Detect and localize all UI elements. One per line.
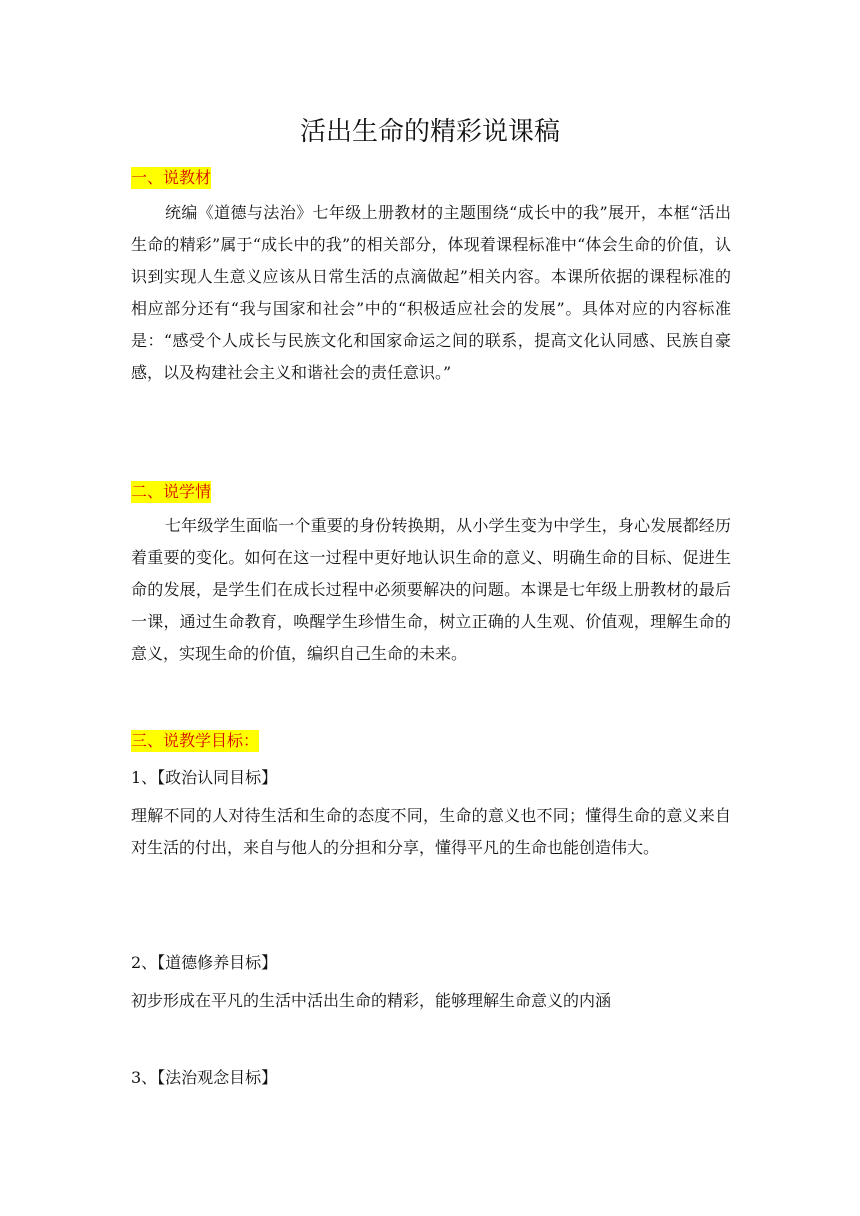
highlighted-heading-text: 三、说教学目标：	[131, 731, 260, 750]
goal-label-political: 1、【政治认同目标】	[131, 768, 278, 787]
goal-label-law: 3、【法治观念目标】	[131, 1068, 278, 1087]
goal-text-moral: 初步形成在平凡的生活中活出生命的精彩，能够理解生命意义的内涵	[131, 991, 612, 1010]
section-heading-textbook	[131, 165, 211, 191]
section-paragraph-students: 七年级学生面临一个重要的身份转换期，从小学生变为中学生，身心发展都经历着重要的变化。如何在这一过程中更好地认识生命的意义、明确生命的目标、促进生命的发展，是学生们在成长过程中必须要解决的问题。本课是七年级上册教材的最后一课，通过生命教育，唤醒学生珍惜生命，树立正确的人生观、价值观，理解生命的意义，实现生命的价值，编织自己生命的未来。	[131, 516, 731, 663]
document-title: 活出生命的精彩说课稿	[299, 117, 560, 147]
highlighted-heading-text: 一、说教材	[131, 168, 212, 187]
section-paragraph-textbook: 统编《道德与法治》七年级上册教材的主题围绕“成长中的我”展开，本框“活出生命的精彩”属于“成长中的我”的相关部分，体现着课程标准中“体会生命的价值，认识到实现人生意义应该从日常生活的点滴做起”相关内容。本课所依据的课程标准的相应部分还有“我与国家和社会”中的“积极适应社会的发展”。具体对应的内容标准是：“感受个人成长与民族文化和国家命运之间的联系，提高文化认同感、民族自豪感，以及构建社会主义和谐社会的责任意识。”	[131, 203, 731, 382]
goal-text-political: 理解不同的人对待生活和生命的态度不同，生命的意义也不同；懂得生命的意义来自对生活的付出，来自与他人的分担和分享，懂得平凡的生命也能创造伟大。	[131, 806, 731, 857]
section-heading-goals	[131, 728, 259, 754]
section-heading-students	[131, 479, 211, 505]
goal-label-moral: 2、【道德修养目标】	[131, 953, 278, 972]
highlighted-heading-text: 二、说学情	[131, 482, 212, 501]
